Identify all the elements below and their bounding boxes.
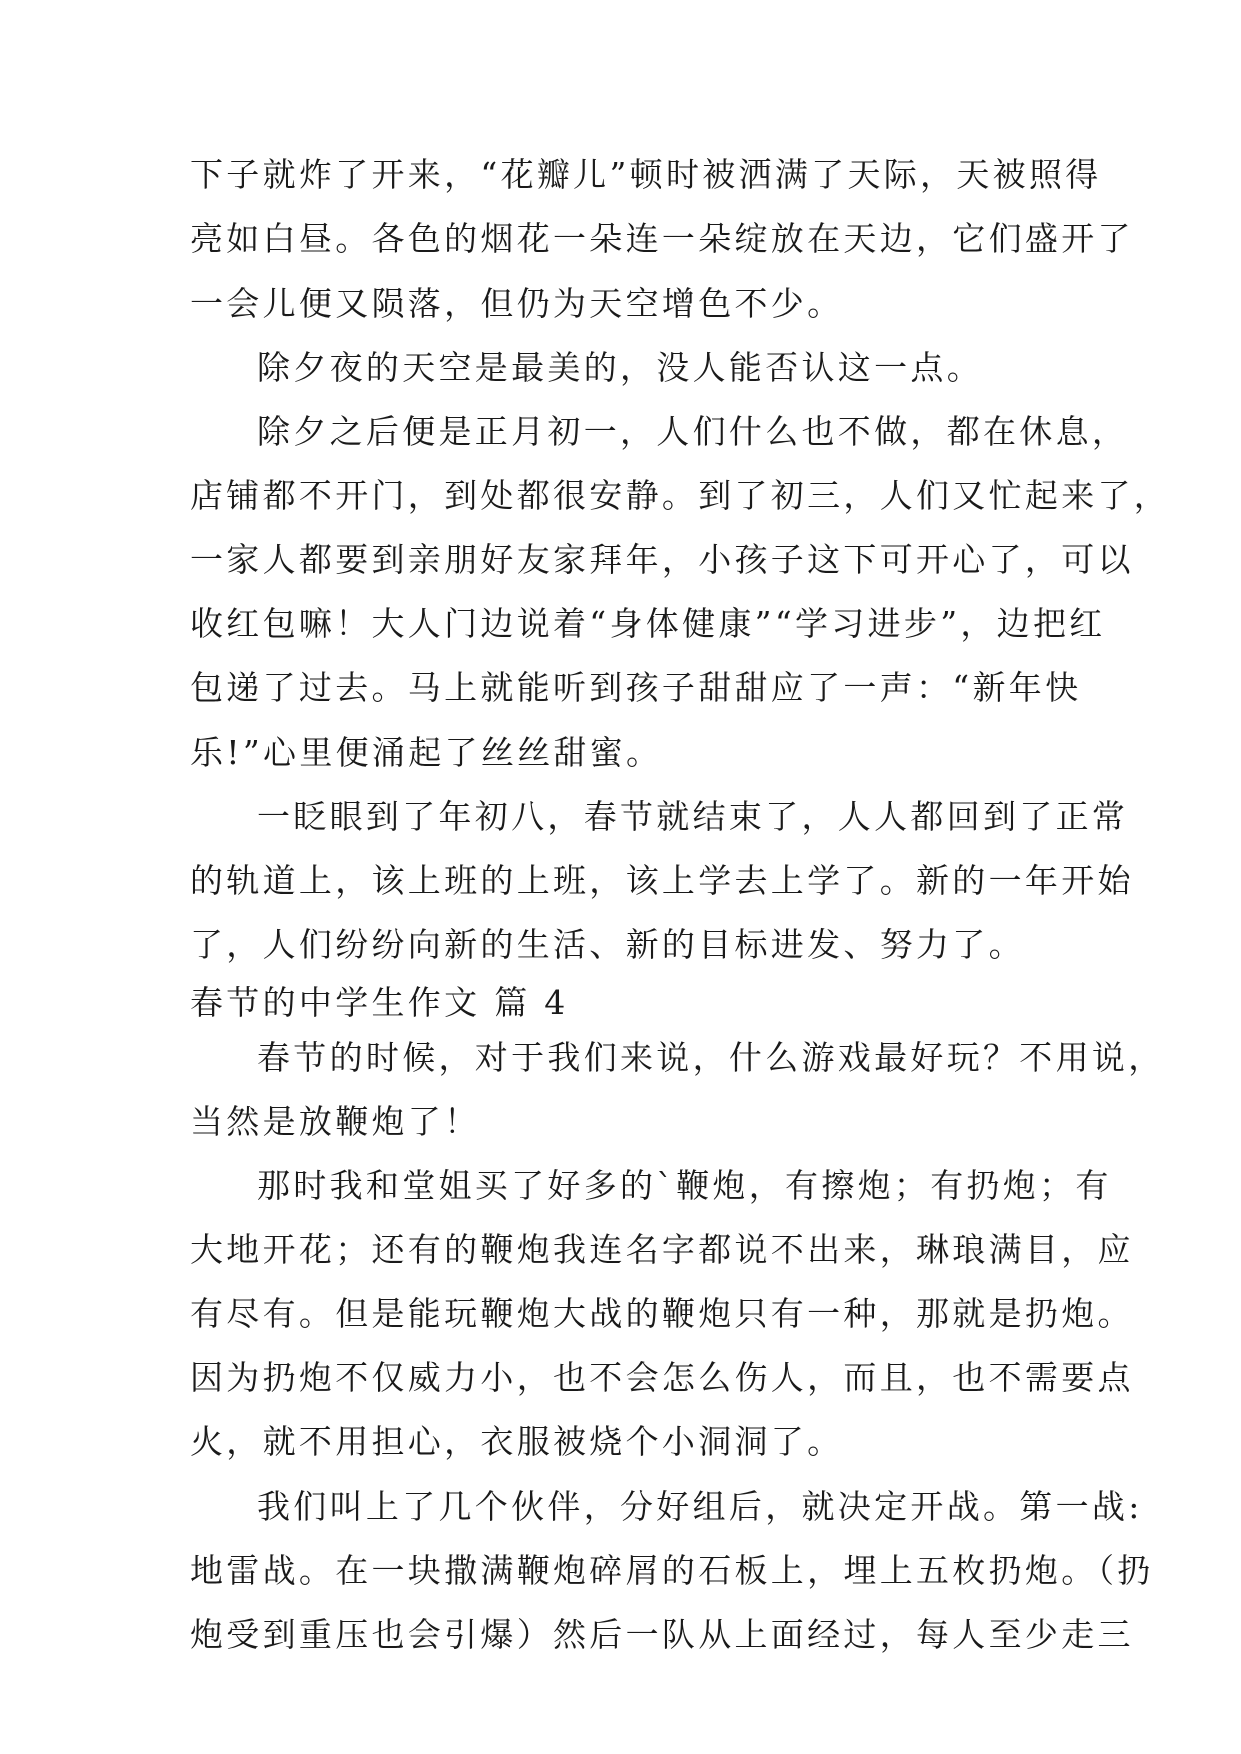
text-line: 因为扔炮不仅威力小，也不会怎么伤人，而且，也不需要点 bbox=[190, 1358, 1134, 1397]
text-line: 一会儿便又陨落，但仍为天空增色不少。 bbox=[190, 284, 844, 323]
text-line: 一家人都要到亲朋好友家拜年，小孩子这下可开心了，可以 bbox=[190, 540, 1134, 579]
paragraph-first-line: 除夕之后便是正月初一，人们什么也不做，都在休息， bbox=[257, 412, 1129, 451]
text-line: 地雷战。在一块撒满鞭炮碎屑的石板上，埋上五枚扔炮。（扔 bbox=[190, 1551, 1154, 1590]
paragraph-first-line: 我们叫上了几个伙伴，分好组后，就决定开战。第一战: bbox=[257, 1487, 1143, 1526]
paragraph-first-line: 除夕夜的天空是最美的，没人能否认这一点。 bbox=[257, 348, 983, 387]
text-line: 火，就不用担心，衣服被烧个小洞洞了。 bbox=[190, 1422, 844, 1461]
text-line: 的轨道上，该上班的上班，该上学去上学了。新的一年开始 bbox=[190, 861, 1134, 900]
section-heading: 春节的中学生作文 篇 4 bbox=[190, 983, 569, 1022]
text-line: 有尽有。但是能玩鞭炮大战的鞭炮只有一种，那就是扔炮。 bbox=[190, 1294, 1134, 1333]
paragraph-first-line: 春节的时候，对于我们来说，什么游戏最好玩？不用说， bbox=[257, 1038, 1165, 1077]
text-line: 当然是放鞭炮了！ bbox=[190, 1102, 481, 1141]
paragraph-first-line: 那时我和堂姐买了好多的`鞭炮，有擦炮；有扔炮；有 bbox=[257, 1166, 1112, 1205]
text-line: 收红包嘛！大人门边说着“身体健康”“学习进步”，边把红 bbox=[190, 604, 1106, 643]
text-line: 大地开花；还有的鞭炮我连名字都说不出来，琳琅满目，应 bbox=[190, 1230, 1134, 1269]
text-line: 了，人们纷纷向新的生活、新的目标进发、努力了。 bbox=[190, 925, 1025, 964]
text-line: 亮如白昼。各色的烟花一朵连一朵绽放在天边，它们盛开了 bbox=[190, 219, 1134, 258]
text-line: 包递了过去。马上就能听到孩子甜甜应了一声：“新年快 bbox=[190, 668, 1082, 707]
paragraph-first-line: 一眨眼到了年初八，春节就结束了，人人都回到了正常 bbox=[257, 797, 1129, 836]
text-line: 炮受到重压也会引爆）然后一队从上面经过，每人至少走三 bbox=[190, 1615, 1134, 1654]
text-line: 下子就炸了开来，“花瓣儿”顿时被洒满了天际，天被照得 bbox=[190, 155, 1102, 194]
text-line: 乐!”心里便涌起了丝丝甜蜜。 bbox=[190, 733, 663, 772]
text-line: 店铺都不开门，到处都很安静。到了初三，人们又忙起来了， bbox=[190, 476, 1171, 515]
